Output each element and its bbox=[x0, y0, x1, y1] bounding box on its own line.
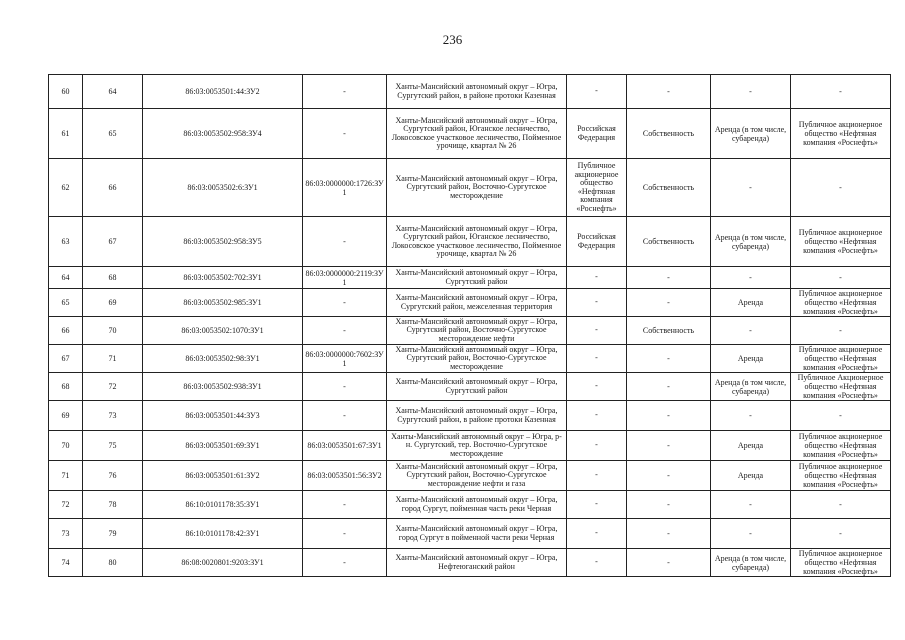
owner-cell: - bbox=[567, 373, 627, 401]
encumbrance-cell: - bbox=[711, 75, 791, 109]
row-number-cell: 69 bbox=[49, 401, 83, 431]
encumbrance-cell: - bbox=[711, 159, 791, 217]
encumbrance-cell: - bbox=[711, 401, 791, 431]
owner-cell: Публичное акционерное общество «Нефтяная компания «Роснефть» bbox=[567, 159, 627, 217]
owner-cell: - bbox=[567, 345, 627, 373]
row-number-cell: 62 bbox=[49, 159, 83, 217]
row-number-cell: 71 bbox=[49, 461, 83, 491]
holder-cell: Публичное акционерное общество «Нефтяная компания «Роснефть» bbox=[791, 109, 891, 159]
table-row bbox=[49, 345, 891, 373]
cadastral-number-cell: 86:10:0101178:35:ЗУ1 bbox=[143, 491, 303, 519]
holder-cell: - bbox=[791, 401, 891, 431]
parent-plot-cell: - bbox=[303, 289, 387, 317]
address-cell: Ханты-Мансийский автономный округ – Югра, Сургутский район, Восточно-Сургутское месторождение bbox=[387, 159, 567, 217]
holder-cell: - bbox=[791, 75, 891, 109]
parent-plot-cell: - bbox=[303, 491, 387, 519]
address-cell: Ханты-Мансийский автономный округ – Югра, Сургутский район, в районе протоки Казенная bbox=[387, 401, 567, 431]
right-type-cell: - bbox=[627, 461, 711, 491]
row-number-cell: 72 bbox=[49, 491, 83, 519]
row-number-cell: 61 bbox=[49, 109, 83, 159]
cadastral-number-cell: 86:03:0053502:958:ЗУ5 bbox=[143, 217, 303, 267]
address-cell: Ханты-Мансийский автономный округ – Югра, Сургутский район, в районе протоки Казенная bbox=[387, 75, 567, 109]
address-cell: Ханты-Мансийский автономный округ – Югра, Сургутский район bbox=[387, 267, 567, 289]
cadastral-number-cell: 86:03:0053502:938:ЗУ1 bbox=[143, 373, 303, 401]
table-row bbox=[49, 491, 891, 519]
holder-cell: Публичное акционерное общество «Нефтяная компания «Роснефть» bbox=[791, 549, 891, 577]
holder-cell: - bbox=[791, 519, 891, 549]
row-number-cell: 70 bbox=[49, 431, 83, 461]
owner-cell: - bbox=[567, 289, 627, 317]
encumbrance-cell: Аренда (в том числе, субаренда) bbox=[711, 109, 791, 159]
table-row bbox=[49, 519, 891, 549]
address-cell: Ханты-Мансийский автономный округ – Югра, Нефтеюганский район bbox=[387, 549, 567, 577]
encumbrance-cell: Аренда bbox=[711, 289, 791, 317]
right-type-cell: - bbox=[627, 519, 711, 549]
owner-cell: - bbox=[567, 519, 627, 549]
cadastral-number-cell: 86:03:0053502:958:ЗУ4 bbox=[143, 109, 303, 159]
cadastral-number-cell: 86:03:0053501:61:ЗУ2 bbox=[143, 461, 303, 491]
owner-cell: - bbox=[567, 461, 627, 491]
plot-id-cell: 67 bbox=[83, 217, 143, 267]
address-cell: Ханты-Мансийский автономный округ – Югра, Сургутский район bbox=[387, 373, 567, 401]
parent-plot-cell: - bbox=[303, 373, 387, 401]
encumbrance-cell: Аренда (в том числе, субаренда) bbox=[711, 549, 791, 577]
right-type-cell: - bbox=[627, 267, 711, 289]
parent-plot-cell: - bbox=[303, 217, 387, 267]
right-type-cell: Собственность bbox=[627, 217, 711, 267]
right-type-cell: - bbox=[627, 491, 711, 519]
address-cell: Ханты-Мансийский автономный округ – Югра, Сургутский район, межселенная территория bbox=[387, 289, 567, 317]
parent-plot-cell: 86:03:0053501:56:ЗУ2 bbox=[303, 461, 387, 491]
right-type-cell: - bbox=[627, 373, 711, 401]
row-number-cell: 68 bbox=[49, 373, 83, 401]
cadastral-number-cell: 86:03:0053502:1070:ЗУ1 bbox=[143, 317, 303, 345]
owner-cell: - bbox=[567, 491, 627, 519]
parent-plot-cell: 86:03:0000000:2119:ЗУ1 bbox=[303, 267, 387, 289]
plot-id-cell: 79 bbox=[83, 519, 143, 549]
plot-id-cell: 71 bbox=[83, 345, 143, 373]
owner-cell: - bbox=[567, 75, 627, 109]
right-type-cell: - bbox=[627, 549, 711, 577]
plot-id-cell: 70 bbox=[83, 317, 143, 345]
table-row bbox=[49, 109, 891, 159]
right-type-cell: Собственность bbox=[627, 317, 711, 345]
holder-cell: - bbox=[791, 317, 891, 345]
parent-plot-cell: - bbox=[303, 75, 387, 109]
holder-cell: Публичное акционерное общество «Нефтяная компания «Роснефть» bbox=[791, 217, 891, 267]
holder-cell: - bbox=[791, 491, 891, 519]
holder-cell: Публичное акционерное общество «Нефтяная компания «Роснефть» bbox=[791, 461, 891, 491]
plot-id-cell: 68 bbox=[83, 267, 143, 289]
parent-plot-cell: 86:03:0000000:1726:ЗУ1 bbox=[303, 159, 387, 217]
right-type-cell: - bbox=[627, 431, 711, 461]
owner-cell: - bbox=[567, 401, 627, 431]
owner-cell: - bbox=[567, 317, 627, 345]
holder-cell: - bbox=[791, 267, 891, 289]
address-cell: Ханты-Мансийский автономный округ – Югра, Сургутский район, Восточно-Сургутское месторождение нефти и газа bbox=[387, 461, 567, 491]
cadastral-number-cell: 86:03:0053502:985:ЗУ1 bbox=[143, 289, 303, 317]
right-type-cell: - bbox=[627, 289, 711, 317]
table-row bbox=[49, 401, 891, 431]
parent-plot-cell: 86:03:0053501:67:ЗУ1 bbox=[303, 431, 387, 461]
owner-cell: - bbox=[567, 267, 627, 289]
table-row bbox=[49, 549, 891, 577]
plot-id-cell: 69 bbox=[83, 289, 143, 317]
encumbrance-cell: - bbox=[711, 491, 791, 519]
cadastral-number-cell: 86:03:0053502:98:ЗУ1 bbox=[143, 345, 303, 373]
plot-id-cell: 64 bbox=[83, 75, 143, 109]
table-body bbox=[49, 75, 891, 577]
page-number: 236 bbox=[442, 32, 463, 47]
address-cell: Ханты-Мансийский автономный округ – Югра, Сургутский район, Восточно-Сургутское месторождение bbox=[387, 345, 567, 373]
right-type-cell: - bbox=[627, 401, 711, 431]
table-row bbox=[49, 461, 891, 491]
owner-cell: - bbox=[567, 431, 627, 461]
plot-id-cell: 72 bbox=[83, 373, 143, 401]
cadastral-number-cell: 86:03:0053502:702:ЗУ1 bbox=[143, 267, 303, 289]
table-row bbox=[49, 289, 891, 317]
plot-id-cell: 80 bbox=[83, 549, 143, 577]
table-row bbox=[49, 217, 891, 267]
owner-cell: Российская Федерация bbox=[567, 217, 627, 267]
table-row bbox=[49, 317, 891, 345]
holder-cell: Публичное акционерное общество «Нефтяная компания «Роснефть» bbox=[791, 345, 891, 373]
owner-cell: Российская Федерация bbox=[567, 109, 627, 159]
row-number-cell: 67 bbox=[49, 345, 83, 373]
row-number-cell: 63 bbox=[49, 217, 83, 267]
holder-cell: Публичное Акционерное общество «Нефтяная компания «Роснефть» bbox=[791, 373, 891, 401]
cadastral-number-cell: 86:08:0020801:9203:ЗУ1 bbox=[143, 549, 303, 577]
right-type-cell: Собственность bbox=[627, 159, 711, 217]
holder-cell: Публичное акционерное общество «Нефтяная компания «Роснефть» bbox=[791, 431, 891, 461]
encumbrance-cell: - bbox=[711, 267, 791, 289]
cadastral-number-cell: 86:03:0053502:6:ЗУ1 bbox=[143, 159, 303, 217]
table-row bbox=[49, 431, 891, 461]
table-row bbox=[49, 159, 891, 217]
encumbrance-cell: Аренда (в том числе, субаренда) bbox=[711, 217, 791, 267]
land-plot-table bbox=[48, 74, 891, 577]
owner-cell: - bbox=[567, 549, 627, 577]
plot-id-cell: 75 bbox=[83, 431, 143, 461]
right-type-cell: - bbox=[627, 345, 711, 373]
table-row bbox=[49, 373, 891, 401]
address-cell: Ханты-Мансийский автономный округ – Югра, р-н. Сургутский, тер. Восточно-Сургутское месторождение bbox=[387, 431, 567, 461]
encumbrance-cell: Аренда (в том числе, субаренда) bbox=[711, 373, 791, 401]
address-cell: Ханты-Мансийский автономный округ – Югра, город Сургут, пойменная часть реки Черная bbox=[387, 491, 567, 519]
encumbrance-cell: Аренда bbox=[711, 431, 791, 461]
cadastral-number-cell: 86:10:0101178:42:ЗУ1 bbox=[143, 519, 303, 549]
row-number-cell: 60 bbox=[49, 75, 83, 109]
row-number-cell: 65 bbox=[49, 289, 83, 317]
address-cell: Ханты-Мансийский автономный округ – Югра, Сургутский район, Юганское лесничество, Локосовское участковое лесничество, Пойменное урочище, квартал № 26 bbox=[387, 217, 567, 267]
encumbrance-cell: - bbox=[711, 519, 791, 549]
right-type-cell: - bbox=[627, 75, 711, 109]
address-cell: Ханты-Мансийский автономный округ – Югра, город Сургут в пойменной части реки Черная bbox=[387, 519, 567, 549]
row-number-cell: 64 bbox=[49, 267, 83, 289]
row-number-cell: 73 bbox=[49, 519, 83, 549]
table-row bbox=[49, 267, 891, 289]
table-row bbox=[49, 75, 891, 109]
encumbrance-cell: - bbox=[711, 317, 791, 345]
parent-plot-cell: - bbox=[303, 401, 387, 431]
plot-id-cell: 73 bbox=[83, 401, 143, 431]
row-number-cell: 66 bbox=[49, 317, 83, 345]
holder-cell: - bbox=[791, 159, 891, 217]
cadastral-number-cell: 86:03:0053501:44:ЗУ3 bbox=[143, 401, 303, 431]
address-cell: Ханты-Мансийский автономный округ – Югра, Сургутский район, Восточно-Сургутское месторождение нефти bbox=[387, 317, 567, 345]
right-type-cell: Собственность bbox=[627, 109, 711, 159]
encumbrance-cell: Аренда bbox=[711, 461, 791, 491]
address-cell: Ханты-Мансийский автономный округ – Югра, Сургутский район, Юганское лесничество, Локосовское участковое лесничество, Пойменное урочище, квартал № 26 bbox=[387, 109, 567, 159]
plot-id-cell: 78 bbox=[83, 491, 143, 519]
cadastral-number-cell: 86:03:0053501:69:ЗУ1 bbox=[143, 431, 303, 461]
parent-plot-cell: - bbox=[303, 519, 387, 549]
encumbrance-cell: Аренда bbox=[711, 345, 791, 373]
plot-id-cell: 65 bbox=[83, 109, 143, 159]
parent-plot-cell: - bbox=[303, 109, 387, 159]
plot-id-cell: 66 bbox=[83, 159, 143, 217]
row-number-cell: 74 bbox=[49, 549, 83, 577]
plot-id-cell: 76 bbox=[83, 461, 143, 491]
parent-plot-cell: 86:03:0000000:7602:ЗУ1 bbox=[303, 345, 387, 373]
holder-cell: Публичное акционерное общество «Нефтяная компания «Роснефть» bbox=[791, 289, 891, 317]
parent-plot-cell: - bbox=[303, 549, 387, 577]
parent-plot-cell: - bbox=[303, 317, 387, 345]
cadastral-number-cell: 86:03:0053501:44:ЗУ2 bbox=[143, 75, 303, 109]
